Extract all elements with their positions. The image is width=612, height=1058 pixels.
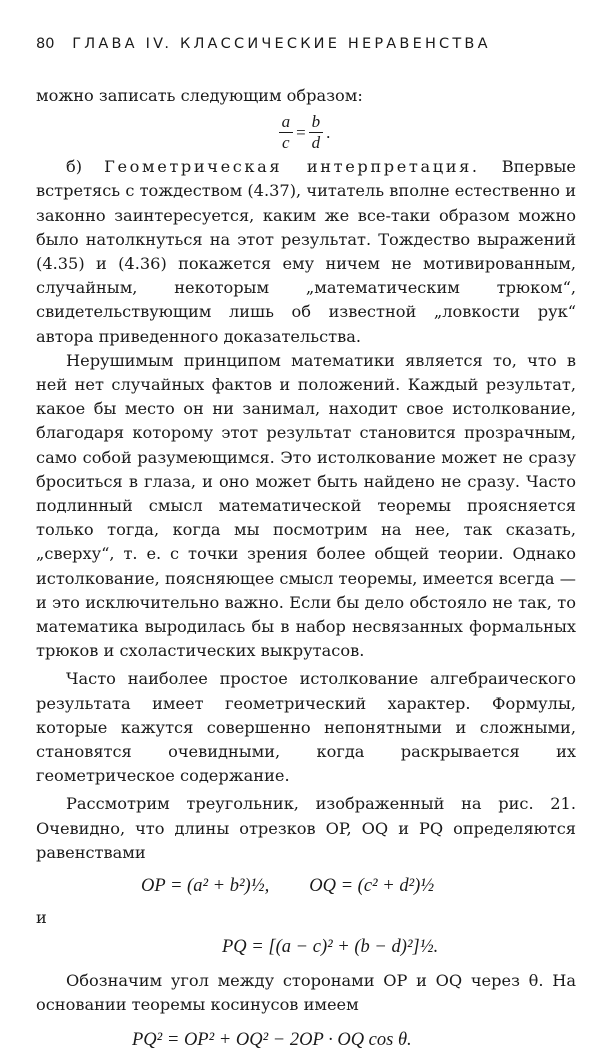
paragraph-1-text: Впервые встретясь с тождеством (4.37), читатель вполне естественно и законно заинтересуется, каким же все-таки образом можно было натолкнуться на этот результат. Тождество выражений (4.35) и (4.36) покажется ему ничем не мотивированным, случайным, некоторым „математическим трюком“, свидетельствующим лишь об известной „ловкости рук“ автора приведенного доказательства. [36, 157, 576, 346]
intro-line: можно записать следующим образом: [36, 86, 363, 105]
formula-op-oq [36, 865, 576, 907]
page-body [36, 84, 576, 1058]
formula-cosine-text: PQ² = OP² + OQ² − 2OP · OQ cos θ. [132, 1029, 412, 1050]
section-label: б) [66, 157, 83, 177]
frac-c: c [282, 133, 290, 153]
formula-oq: OQ = (c² + d²)½ [309, 876, 435, 897]
paragraph-3: Часто наиболее простое истолкование алгебраического результата имеет геометрический характер. Формулы, которые кажутся совершенно непонятными и сложными, становятся очевидными, когда раскрывается их геометрическое содержание. [36, 669, 576, 786]
formula-pq [36, 929, 576, 965]
and-label: и [36, 908, 47, 928]
formula-pq-text: PQ = [(a − c)² + (b − d)²]½. [222, 937, 439, 958]
frac-d: d [311, 133, 321, 153]
page-number: 80 [36, 36, 55, 52]
paragraph-5: Обозначим угол между сторонами OP и OQ через θ. На основании теоремы косинусов имеем [36, 971, 576, 1015]
running-header [36, 36, 576, 52]
frac-eq: = [296, 122, 306, 142]
formula-cosine [36, 1022, 576, 1058]
frac-tail: . [326, 122, 331, 142]
running-title: ГЛАВА IV. КЛАССИЧЕСКИЕ НЕРАВЕНСТВА [72, 36, 491, 52]
section-heading: Геометрическая интерпретация. [104, 157, 480, 177]
paragraph-geometric-interpretation [36, 155, 576, 349]
paragraph-2: Нерушимым принципом математики является то, что в ней нет случайных фактов и положений. Каждый результат, какое бы место он ни занимал, находит свое истолкование, благодаря которому этот результат становится прозрачным, само собой разумеющимся. Это истолкование может не сразу броситься в глаза, и оно может быть найдено не сразу. Часто подлинный смысл математической теоремы проясняется только тогда, когда мы посмотрим на нее, так сказать, „сверху“, т. е. с точки зрения более общей теории. Однако истолкование, поясняющее смысл теоремы, имеется всегда — и это исключительно важно. Если бы дело обстояло не так, то математика выродилась бы в набор несвязанных формальных трюков и схоластических выкрутасов. [36, 350, 576, 661]
fraction-formula [36, 110, 576, 153]
frac-a: a [279, 112, 294, 133]
paragraph-4: Рассмотрим треугольник, изображенный на рис. 21. Очевидно, что длины отрезков OP, OQ и PQ определяются равенствами [36, 794, 576, 862]
formula-op: OP = (a² + b²)½, [141, 876, 270, 897]
frac-b: b [309, 112, 324, 133]
